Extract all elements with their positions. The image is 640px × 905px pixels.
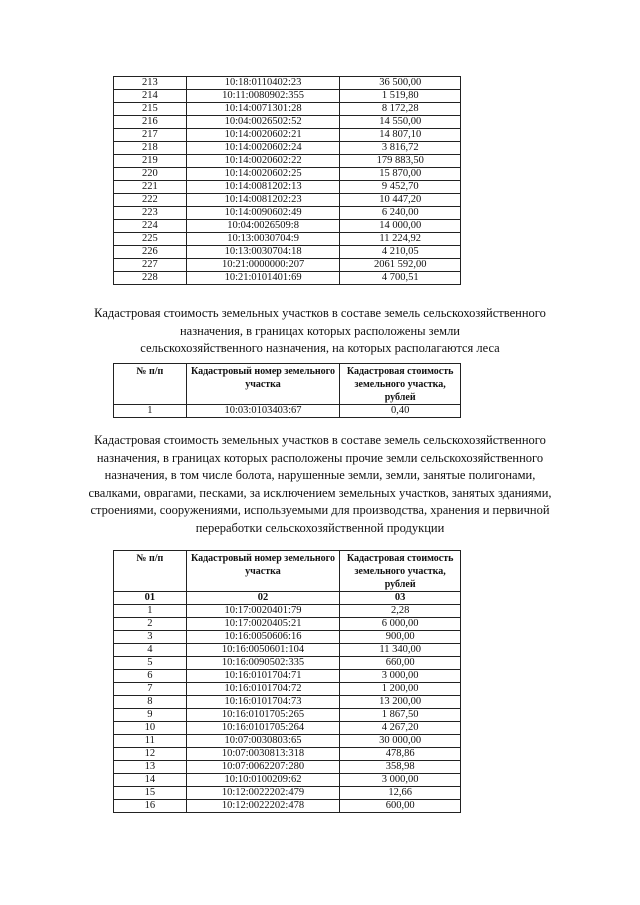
cell-number: 223 <box>114 207 187 220</box>
cell-cadastral-value: 0,40 <box>340 405 461 418</box>
table-row <box>114 207 461 220</box>
table-row <box>114 722 461 735</box>
table-row <box>114 761 461 774</box>
cell-cadastral-number: 10:14:0071301:28 <box>186 103 340 116</box>
table-row <box>114 246 461 259</box>
cell-number: 213 <box>114 77 187 90</box>
cell-cadastral-number: 10:10:0100209:62 <box>186 774 340 787</box>
cell-cadastral-number: 10:11:0080902:355 <box>186 90 340 103</box>
header-cadastral-value: Кадастровая стоимость земельного участка, рублей <box>340 551 461 592</box>
caption-line: строениями, сооружениями, используемыми для производства, хранения и первичной <box>90 503 550 517</box>
caption-line: сельскохозяйственного назначения, на которых располагаются леса <box>140 341 500 355</box>
table-row <box>114 748 461 761</box>
header-number: № п/п <box>114 551 187 592</box>
header-cadastral-number: Кадастровый номер земельного участка <box>186 551 340 592</box>
cell-cadastral-value: 358,98 <box>340 761 461 774</box>
cell-number: 2 <box>114 618 187 631</box>
cell-number: 12 <box>114 748 187 761</box>
cell-cadastral-number: 10:14:0020602:21 <box>186 129 340 142</box>
table-row <box>114 116 461 129</box>
table-row <box>114 168 461 181</box>
cell-number: 3 <box>114 631 187 644</box>
cell-cadastral-value: 179 883,50 <box>340 155 461 168</box>
cell-cadastral-number: 10:17:0020401:79 <box>186 605 340 618</box>
cell-cadastral-value: 14 000,00 <box>340 220 461 233</box>
table2-body <box>114 405 461 418</box>
cell-cadastral-number: 10:14:0081202:23 <box>186 194 340 207</box>
cell-cadastral-value: 14 550,00 <box>340 116 461 129</box>
header-cadastral-number: Кадастровый номер земельного участка <box>186 364 340 405</box>
cell-cadastral-value: 3 000,00 <box>340 774 461 787</box>
cell-number: 9 <box>114 709 187 722</box>
cell-cadastral-value: 2061 592,00 <box>340 259 461 272</box>
cell-cadastral-value: 9 452,70 <box>340 181 461 194</box>
cell-number: 4 <box>114 644 187 657</box>
table-row <box>114 787 461 800</box>
column-number: 01 <box>114 592 187 605</box>
table-continued <box>113 76 461 285</box>
cell-cadastral-number: 10:03:0103403:67 <box>186 405 340 418</box>
cell-cadastral-value: 3 816,72 <box>340 142 461 155</box>
header-number: № п/п <box>114 364 187 405</box>
cell-cadastral-value: 36 500,00 <box>340 77 461 90</box>
table3-body <box>114 605 461 813</box>
column-number: 03 <box>340 592 461 605</box>
cell-cadastral-number: 10:14:0090602:49 <box>186 207 340 220</box>
caption-line: назначения, в границах которых расположены прочие земли сельскохозяйственного <box>96 450 544 465</box>
header-cadastral-value: Кадастровая стоимость земельного участка, рублей <box>340 364 461 405</box>
cell-cadastral-value: 12,66 <box>340 787 461 800</box>
cell-cadastral-value: 10 447,20 <box>340 194 461 207</box>
cell-cadastral-number: 10:12:0022202:479 <box>186 787 340 800</box>
cell-number: 227 <box>114 259 187 272</box>
cell-number: 1 <box>114 605 187 618</box>
table-row <box>114 90 461 103</box>
caption-line: Кадастровая стоимость земельных участков в составе земель сельскохозяйственного <box>94 433 546 447</box>
table-row <box>114 696 461 709</box>
cell-number: 10 <box>114 722 187 735</box>
cell-number: 16 <box>114 800 187 813</box>
cell-cadastral-value: 4 700,51 <box>340 272 461 285</box>
cell-number: 6 <box>114 670 187 683</box>
cell-cadastral-number: 10:16:0101705:264 <box>186 722 340 735</box>
cell-cadastral-number: 10:13:0030704:18 <box>186 246 340 259</box>
table-row <box>114 709 461 722</box>
table-row <box>114 735 461 748</box>
table-row <box>114 233 461 246</box>
caption-line: Кадастровая стоимость земельных участков в составе земель сельскохозяйственного <box>94 306 546 320</box>
cell-number: 219 <box>114 155 187 168</box>
cell-cadastral-value: 2,28 <box>340 605 461 618</box>
cell-cadastral-value: 6 240,00 <box>340 207 461 220</box>
caption-line: назначения, в том числе болота, нарушенные земли, земли, занятые полигонами, <box>104 468 536 482</box>
cell-number: 1 <box>114 405 187 418</box>
cell-cadastral-number: 10:18:0110402:23 <box>186 77 340 90</box>
cell-cadastral-value: 11 224,92 <box>340 233 461 246</box>
cell-cadastral-number: 10:16:0101704:73 <box>186 696 340 709</box>
cell-cadastral-number: 10:04:0026502:52 <box>186 116 340 129</box>
table-row <box>114 631 461 644</box>
table-row <box>114 142 461 155</box>
cell-cadastral-number: 10:07:0030803:65 <box>186 735 340 748</box>
table-row <box>114 800 461 813</box>
cell-number: 8 <box>114 696 187 709</box>
cell-number: 13 <box>114 761 187 774</box>
cell-number: 14 <box>114 774 187 787</box>
cell-number: 215 <box>114 103 187 116</box>
table-row <box>114 129 461 142</box>
cell-number: 7 <box>114 683 187 696</box>
cell-cadastral-value: 15 870,00 <box>340 168 461 181</box>
table-row <box>114 670 461 683</box>
table-row <box>114 774 461 787</box>
cell-cadastral-number: 10:13:0030704:9 <box>186 233 340 246</box>
table-row <box>114 103 461 116</box>
cell-number: 217 <box>114 129 187 142</box>
cell-cadastral-number: 10:07:0030813:318 <box>186 748 340 761</box>
column-number: 02 <box>186 592 340 605</box>
table-row <box>114 220 461 233</box>
table1-body <box>114 77 461 285</box>
cell-cadastral-number: 10:16:0050601:104 <box>186 644 340 657</box>
cell-cadastral-number: 10:16:0101704:71 <box>186 670 340 683</box>
cell-cadastral-value: 4 210,05 <box>340 246 461 259</box>
table-row <box>114 605 461 618</box>
cell-number: 221 <box>114 181 187 194</box>
cell-number: 214 <box>114 90 187 103</box>
cell-cadastral-value: 4 267,20 <box>340 722 461 735</box>
cell-cadastral-value: 3 000,00 <box>340 670 461 683</box>
cell-cadastral-value: 6 000,00 <box>340 618 461 631</box>
cell-cadastral-value: 30 000,00 <box>340 735 461 748</box>
table-row <box>114 405 461 418</box>
cell-cadastral-number: 10:14:0081202:13 <box>186 181 340 194</box>
cell-cadastral-value: 11 340,00 <box>340 644 461 657</box>
table-row <box>114 259 461 272</box>
cell-number: 224 <box>114 220 187 233</box>
cell-number: 222 <box>114 194 187 207</box>
cell-cadastral-number: 10:16:0101704:72 <box>186 683 340 696</box>
cell-cadastral-number: 10:07:0062207:280 <box>186 761 340 774</box>
cell-cadastral-value: 900,00 <box>340 631 461 644</box>
cell-cadastral-number: 10:21:0101401:69 <box>186 272 340 285</box>
cell-cadastral-number: 10:16:0050606:16 <box>186 631 340 644</box>
table-row <box>114 272 461 285</box>
caption-line: переработки сельскохозяйственной продукции <box>195 520 445 535</box>
section-caption-forests <box>60 305 580 358</box>
cell-cadastral-value: 1 200,00 <box>340 683 461 696</box>
cell-number: 228 <box>114 272 187 285</box>
cell-number: 225 <box>114 233 187 246</box>
cell-cadastral-value: 1 867,50 <box>340 709 461 722</box>
cell-cadastral-number: 10:14:0020602:22 <box>186 155 340 168</box>
table-row <box>114 181 461 194</box>
table-row <box>114 194 461 207</box>
cell-cadastral-value: 600,00 <box>340 800 461 813</box>
table-row <box>114 683 461 696</box>
table-row <box>114 77 461 90</box>
table-header-row <box>114 551 461 592</box>
cell-number: 220 <box>114 168 187 181</box>
table-row <box>114 644 461 657</box>
table-row <box>114 618 461 631</box>
caption-line: назначения, в границах которых расположены земли <box>179 323 461 338</box>
column-number-row <box>114 592 461 605</box>
cell-cadastral-value: 660,00 <box>340 657 461 670</box>
table-row <box>114 657 461 670</box>
cell-number: 5 <box>114 657 187 670</box>
cell-cadastral-number: 10:12:0022202:478 <box>186 800 340 813</box>
cell-cadastral-value: 1 519,80 <box>340 90 461 103</box>
cell-number: 218 <box>114 142 187 155</box>
caption-line: свалками, оврагами, песками, за исключением земельных участков, занятых зданиями, <box>88 485 552 500</box>
cell-cadastral-number: 10:16:0090502:335 <box>186 657 340 670</box>
cell-cadastral-value: 14 807,10 <box>340 129 461 142</box>
cell-cadastral-value: 13 200,00 <box>340 696 461 709</box>
cell-cadastral-number: 10:17:0020405:21 <box>186 618 340 631</box>
table-row <box>114 155 461 168</box>
cell-number: 226 <box>114 246 187 259</box>
cell-cadastral-number: 10:04:0026509:8 <box>186 220 340 233</box>
table-header-row <box>114 364 461 405</box>
cell-number: 15 <box>114 787 187 800</box>
cell-cadastral-number: 10:21:0000000:207 <box>186 259 340 272</box>
table-forests <box>113 363 461 418</box>
section-caption-other-lands <box>60 432 580 537</box>
cell-number: 11 <box>114 735 187 748</box>
table-other-lands <box>113 550 461 813</box>
cell-cadastral-number: 10:14:0020602:24 <box>186 142 340 155</box>
cell-cadastral-number: 10:16:0101705:265 <box>186 709 340 722</box>
cell-number: 216 <box>114 116 187 129</box>
cell-cadastral-number: 10:14:0020602:25 <box>186 168 340 181</box>
cell-cadastral-value: 478,86 <box>340 748 461 761</box>
cell-cadastral-value: 8 172,28 <box>340 103 461 116</box>
